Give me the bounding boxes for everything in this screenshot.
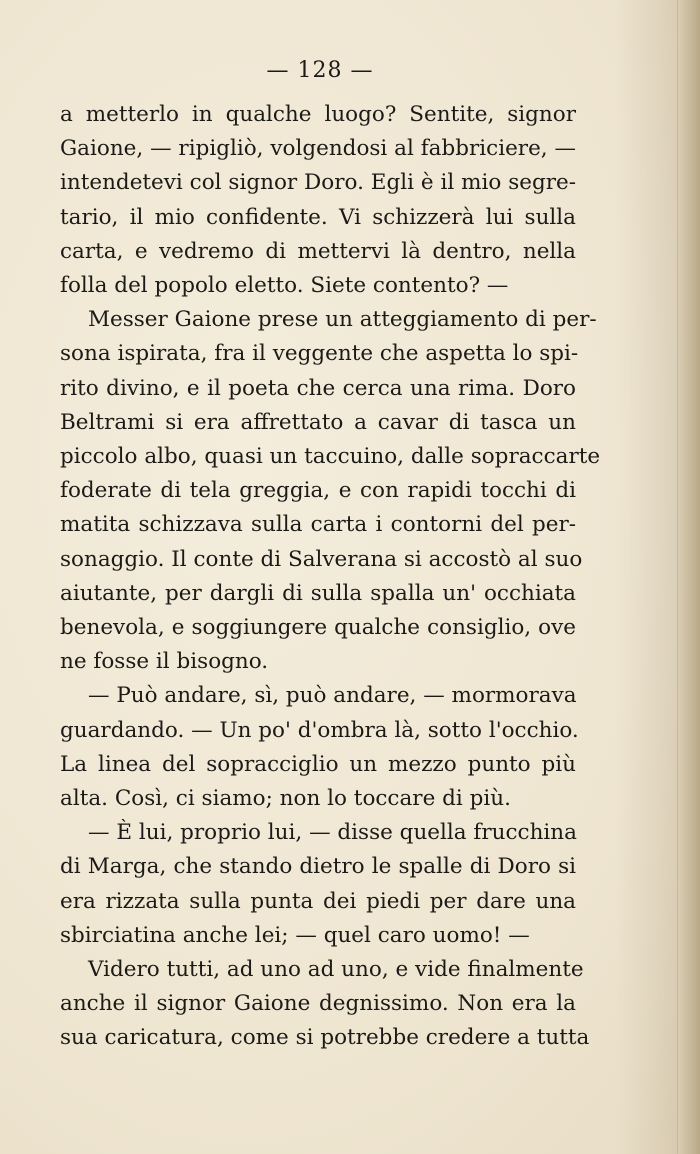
text-line: sonaggio. Il conte di Salverana si accostò al suo <box>60 546 583 572</box>
text-line: aiutante, per dargli di sulla spalla un' occhiata <box>60 580 576 606</box>
text-line: — Può andare, sì, può andare, — mormorava <box>88 683 577 709</box>
text-line: sbirciatina anche lei; — quel caro uomo! — <box>60 922 530 948</box>
text-line: guardando. — Un po' d'ombra là, sotto l'occhio. <box>60 717 579 743</box>
text-line: foderate di tela greggia, e con rapidi tocchi di <box>60 478 576 504</box>
text-line: La linea del sopracciglio un mezzo punto più <box>60 751 576 777</box>
text-line: ne fosse il bisogno. <box>60 649 269 675</box>
text-line: di Marga, che stando dietro le spalle di Doro si <box>60 854 576 880</box>
text-line: Beltrami si era affrettato a cavar di tasca un <box>60 409 576 435</box>
text-line: — È lui, proprio lui, — disse quella frucchina <box>88 820 577 846</box>
text-line: folla del popolo eletto. Siete contento? — <box>60 273 509 299</box>
text-line: Videro tutti, ad uno ad uno, e vide finalmente <box>88 957 584 983</box>
text-line: anche il signor Gaione degnissimo. Non era la <box>60 991 576 1017</box>
text-line: alta. Così, ci siamo; non lo toccare di più. <box>60 786 511 812</box>
text-line: rito divino, e il poeta che cerca una rima. Doro <box>60 375 576 401</box>
text-line: intendetevi col signor Doro. Egli è il mio segre- <box>60 170 576 196</box>
text-line: carta, e vedremo di mettervi là dentro, nella <box>60 238 576 264</box>
text-line: piccolo albo, quasi un taccuino, dalle sopraccarte <box>60 444 601 470</box>
page-edge-shadow <box>677 0 700 1154</box>
text-line: benevola, e soggiungere qualche consiglio, ove <box>60 615 576 641</box>
text-line: a metterlo in qualche luogo? Sentite, signor <box>60 102 576 127</box>
text-line: sua caricatura, come si potrebbe credere a tutta <box>60 1025 590 1051</box>
page-number: — 128 — <box>266 58 374 83</box>
text-line: matita schizzava sulla carta i contorni del per- <box>60 512 576 538</box>
text-line: Gaione, — ripigliò, volgendosi al fabbriciere, — <box>60 136 576 162</box>
body-text <box>60 98 601 1056</box>
text-line: sona ispirata, fra il veggente che aspetta lo spi- <box>60 341 579 367</box>
text-line: tario, il mio confidente. Vi schizzerà lui sulla <box>60 204 576 230</box>
text-line: Messer Gaione prese un atteggiamento di per- <box>88 307 597 333</box>
text-line: era rizzata sulla punta dei piedi per dare una <box>60 888 576 914</box>
